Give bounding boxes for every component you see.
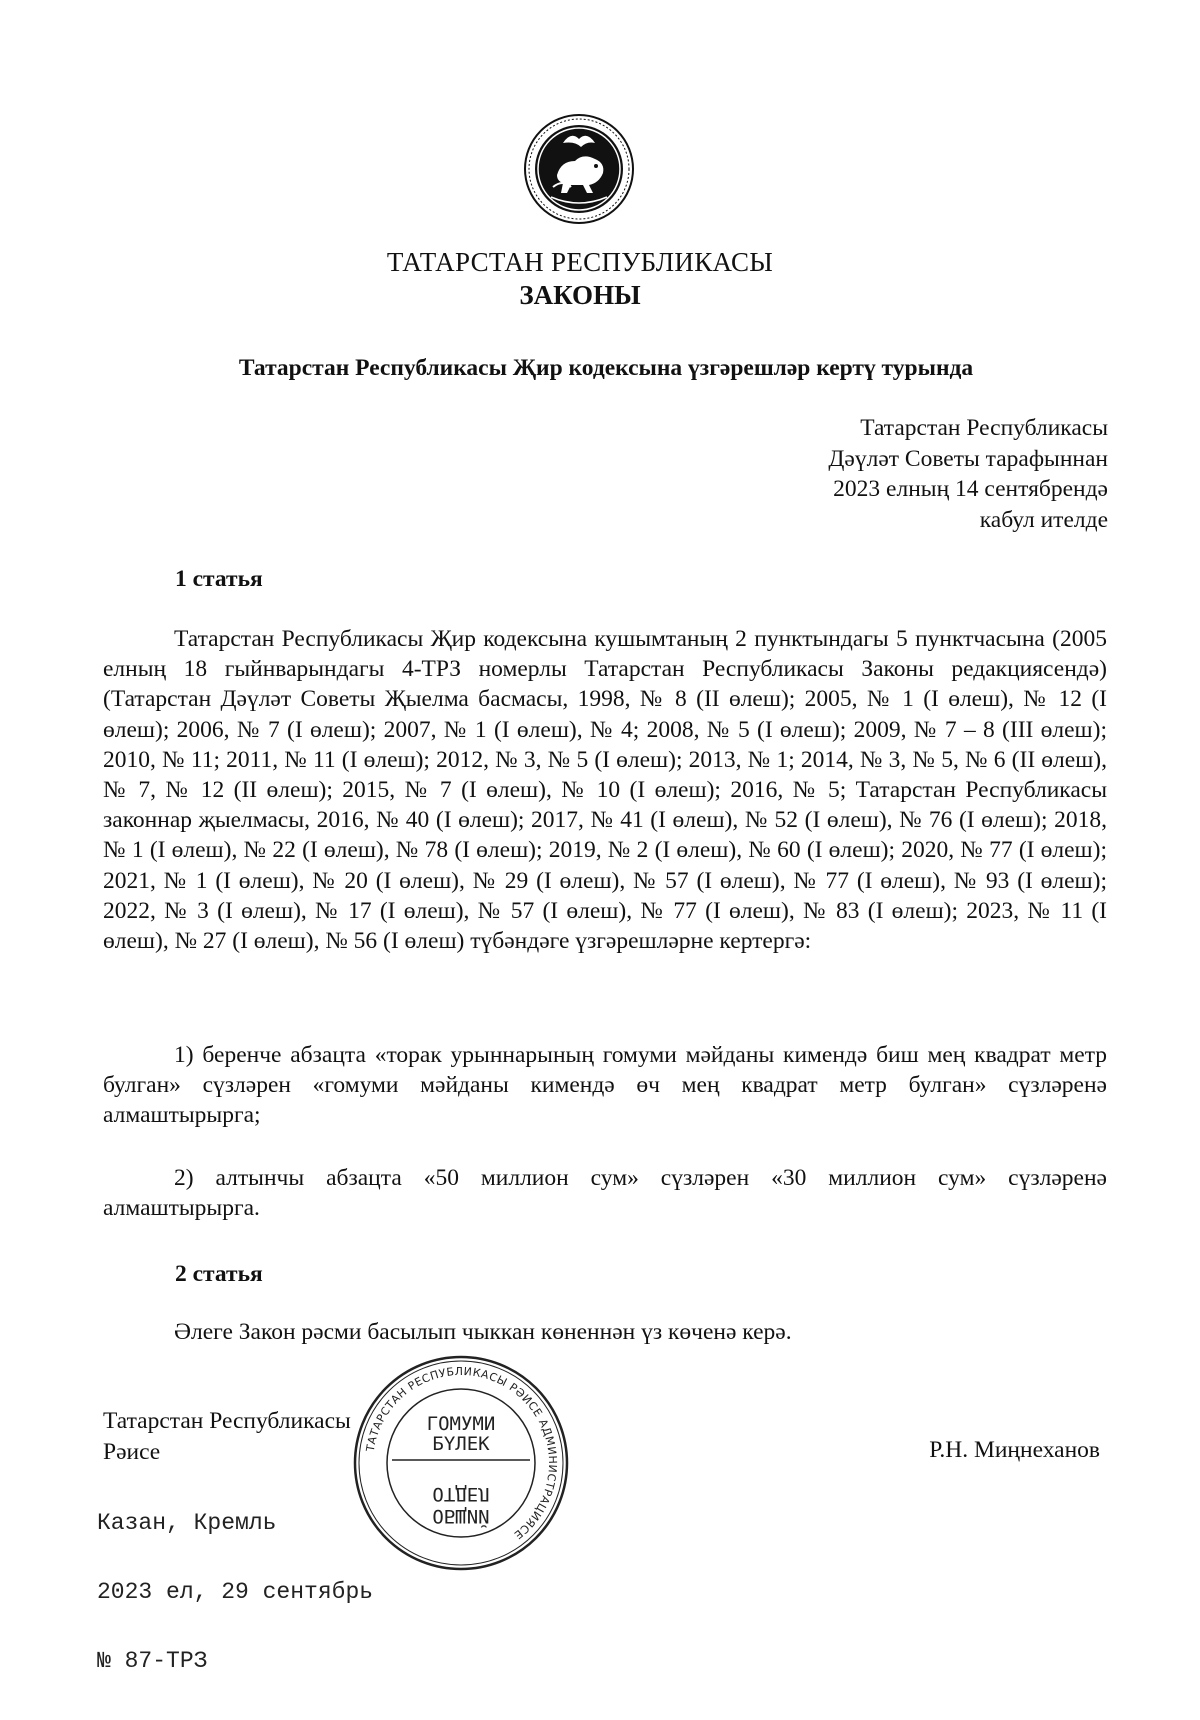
- adoption-line-1: Татарстан Республикасы: [860, 415, 1108, 441]
- seal-inner-bottom-2: ОБЩИЙ: [432, 1505, 490, 1527]
- seal-ring-text: ТАТАРСТАН РЕСПУБЛИКАСЫ РӘИСЕ АДМИНИСТРАЦИЯСЕ: [363, 1364, 560, 1542]
- signing-date: 2023 ел, 29 сентябрь: [97, 1579, 374, 1605]
- signatory-position: [103, 1406, 351, 1468]
- signatory-position-line-1: Татарстан Республикасы: [103, 1408, 351, 1434]
- adoption-note: [828, 413, 1108, 535]
- article-1-item-2: 2) алтынчы абзацта «50 миллион сум» сүзләрен «30 миллион сум» сүзләренә алмаштырырга.: [103, 1165, 1107, 1222]
- law-title: Татарстан Республикасы Җир кодексына үзгәрешләр кертү турында: [238, 355, 974, 381]
- adoption-line-3: 2023 елның 14 сентябрендә: [833, 476, 1108, 502]
- header-republic: ТАТАРСТАН РЕСПУБЛИКАСЫ: [386, 247, 774, 277]
- registration-stamp: [97, 1466, 373, 1719]
- coat-of-arms-emblem: [523, 113, 635, 225]
- law-number: № 87-ТРЗ: [97, 1648, 208, 1674]
- article-1-item-1: 1) беренче абзацта «торак урыннарының гомуми мәйданы кимендә биш мең квадрат метр булган» сүзләрен «гомуми мәйданы кимендә өч мең квадрат метр булган» сүзләренә алмаштырырга;: [103, 1042, 1107, 1129]
- adoption-line-4: кабул ителде: [979, 506, 1108, 533]
- seal-inner-top-1: ГОМУМИ: [426, 1413, 496, 1435]
- signatory-position-line-2: Рәисе: [103, 1439, 161, 1465]
- article-1-heading: 1 статья: [175, 566, 263, 592]
- article-2-paragraph: Әлеге Закон рәсми басылып чыккан көненнән үз көченә керә.: [174, 1319, 792, 1345]
- seal-inner-top-2: БҮЛЕК: [432, 1433, 490, 1455]
- signing-place: Казан, Кремль: [97, 1510, 277, 1536]
- official-seal: [352, 1354, 570, 1572]
- article-2-heading: 2 статья: [175, 1261, 263, 1287]
- adoption-line-2: Дәүләт Советы тарафыннан: [828, 445, 1108, 472]
- article-1-main-paragraph: Татарстан Республикасы Җир кодексына кушымтаның 2 пунктындагы 5 пунктчасына (2005 елның 18 гыйнварындагы 4-ТРЗ номерлы Татарстан Республикасы Законы редакциясендә) (Татарстан Дәүләт Советы Җыелма басмасы, 1998, № 8 (II өлеш); 2005, № 1 (I өлеш), № 12 (I өлеш); 2006, № 7 (I өлеш); 2007, № 1 (I өлеш), № 4; 2008, № 5 (I өлеш); 2009, № 7 – 8 (III өлеш); 2010, № 11; 2011, № 11 (I өлеш); 2012, № 3, № 5 (I өлеш); 2013, № 1; 2014, № 3, № 5, № 6 (II өлеш), № 7, № 12 (II өлеш); 2015, № 7 (I өлеш), № 10 (I өлеш); 2016, № 5; Татарстан Республикасы законнар җыелмасы, 2016, № 40 (I өлеш); 2017, № 41 (I өлеш), № 52 (I өлеш), № 76 (I өлеш); 2018, № 1 (I өлеш), № 22 (I өлеш), № 78 (I өлеш); 2019, № 2 (I өлеш), № 60 (I өлеш); 2020, № 77 (I өлеш); 2021, № 1 (I өлеш), № 20 (I өлеш), № 29 (I өлеш), № 57 (I өлеш), № 77 (I өлеш), № 93 (I өлеш); 2022, № 3 (I өлеш), № 17 (I өлеш), № 57 (I өлеш), № 77 (I өлеш), № 83 (I өлеш); 2023, № 11 (I өлеш), № 27 (I өлеш), № 56 (I өлеш) түбәндәге үзгәрешләрне кертергә:: [103, 626, 1107, 955]
- seal-inner-bottom-1: ОТДЕЛ: [432, 1483, 490, 1505]
- header-law: ЗАКОНЫ: [519, 280, 641, 310]
- signatory-name: Р.Н. Миңнеханов: [929, 1437, 1100, 1463]
